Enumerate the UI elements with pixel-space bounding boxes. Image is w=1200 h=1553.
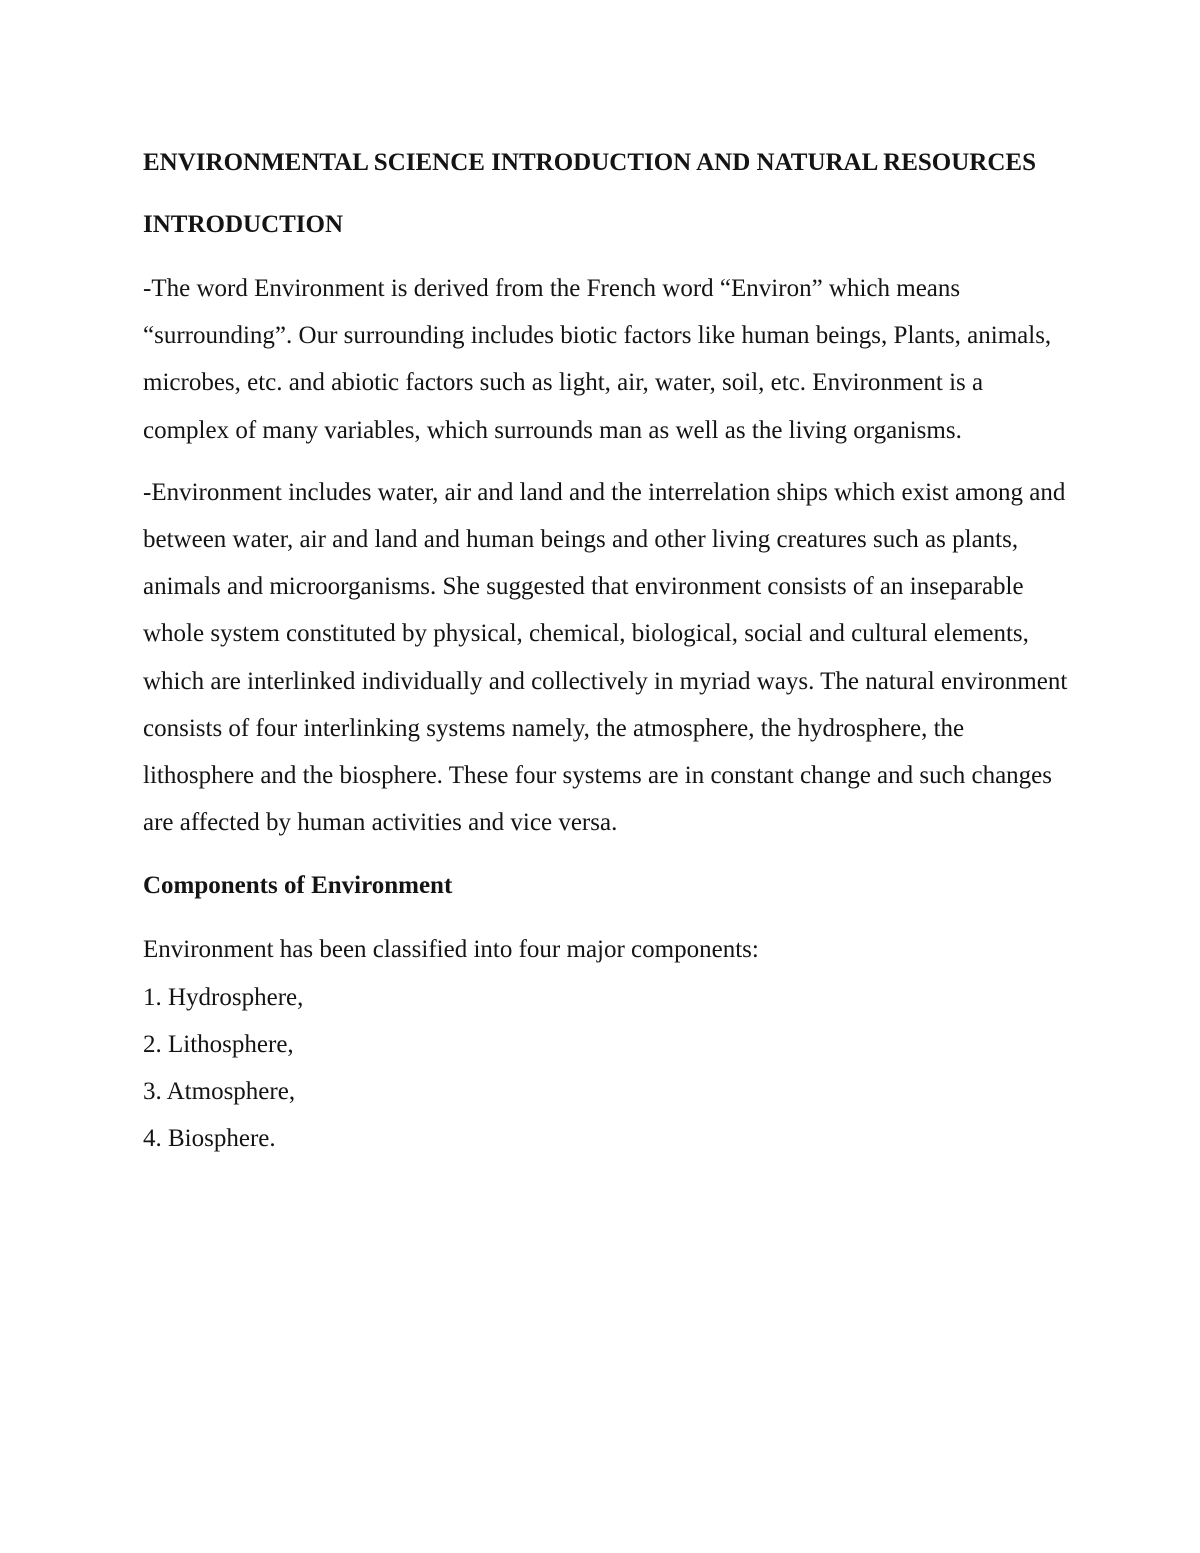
components-heading: Components of Environment xyxy=(143,872,453,900)
introduction-heading: INTRODUCTION xyxy=(143,211,344,238)
components-list xyxy=(143,974,1068,1162)
list-item: 3. Atmosphere, xyxy=(143,1077,296,1105)
document-body xyxy=(143,139,1068,1162)
document-title: ENVIRONMENTAL SCIENCE INTRODUCTION AND NATURAL RESOURCES xyxy=(143,149,1036,176)
paragraph-environment-systems: -Environment includes water, air and land and the interrelation ships which exist among and between water, air and land and human beings and other living creatures such as plants, animals and microorganisms. She suggested that environment consists of an inseparable whole system constituted by physical, chemical, biological, social and cultural elements, which are interlinked individually and collectively in myriad ways. The natural environment consists of four interlinking systems namely, the atmosphere, the hydrosphere, the lithosphere and the biosphere. These four systems are in constant change and such changes are affected by human activities and vice versa. xyxy=(143,478,1068,837)
list-item: 4. Biosphere. xyxy=(143,1124,276,1152)
components-intro: Environment has been classified into four major components: xyxy=(143,936,759,964)
list-item: 2. Lithosphere, xyxy=(143,1030,294,1058)
paragraph-environment-definition: -The word Environment is derived from the French word “Environ” which means “surrounding”. Our surrounding includes biotic factors like human beings, Plants, animals, microbes, etc. and abiotic factors such as light, air, water, soil, etc. Environment is a complex of many variables, which surrounds man as well as the living organisms. xyxy=(143,275,1052,444)
list-item: 1. Hydrosphere, xyxy=(143,983,304,1011)
